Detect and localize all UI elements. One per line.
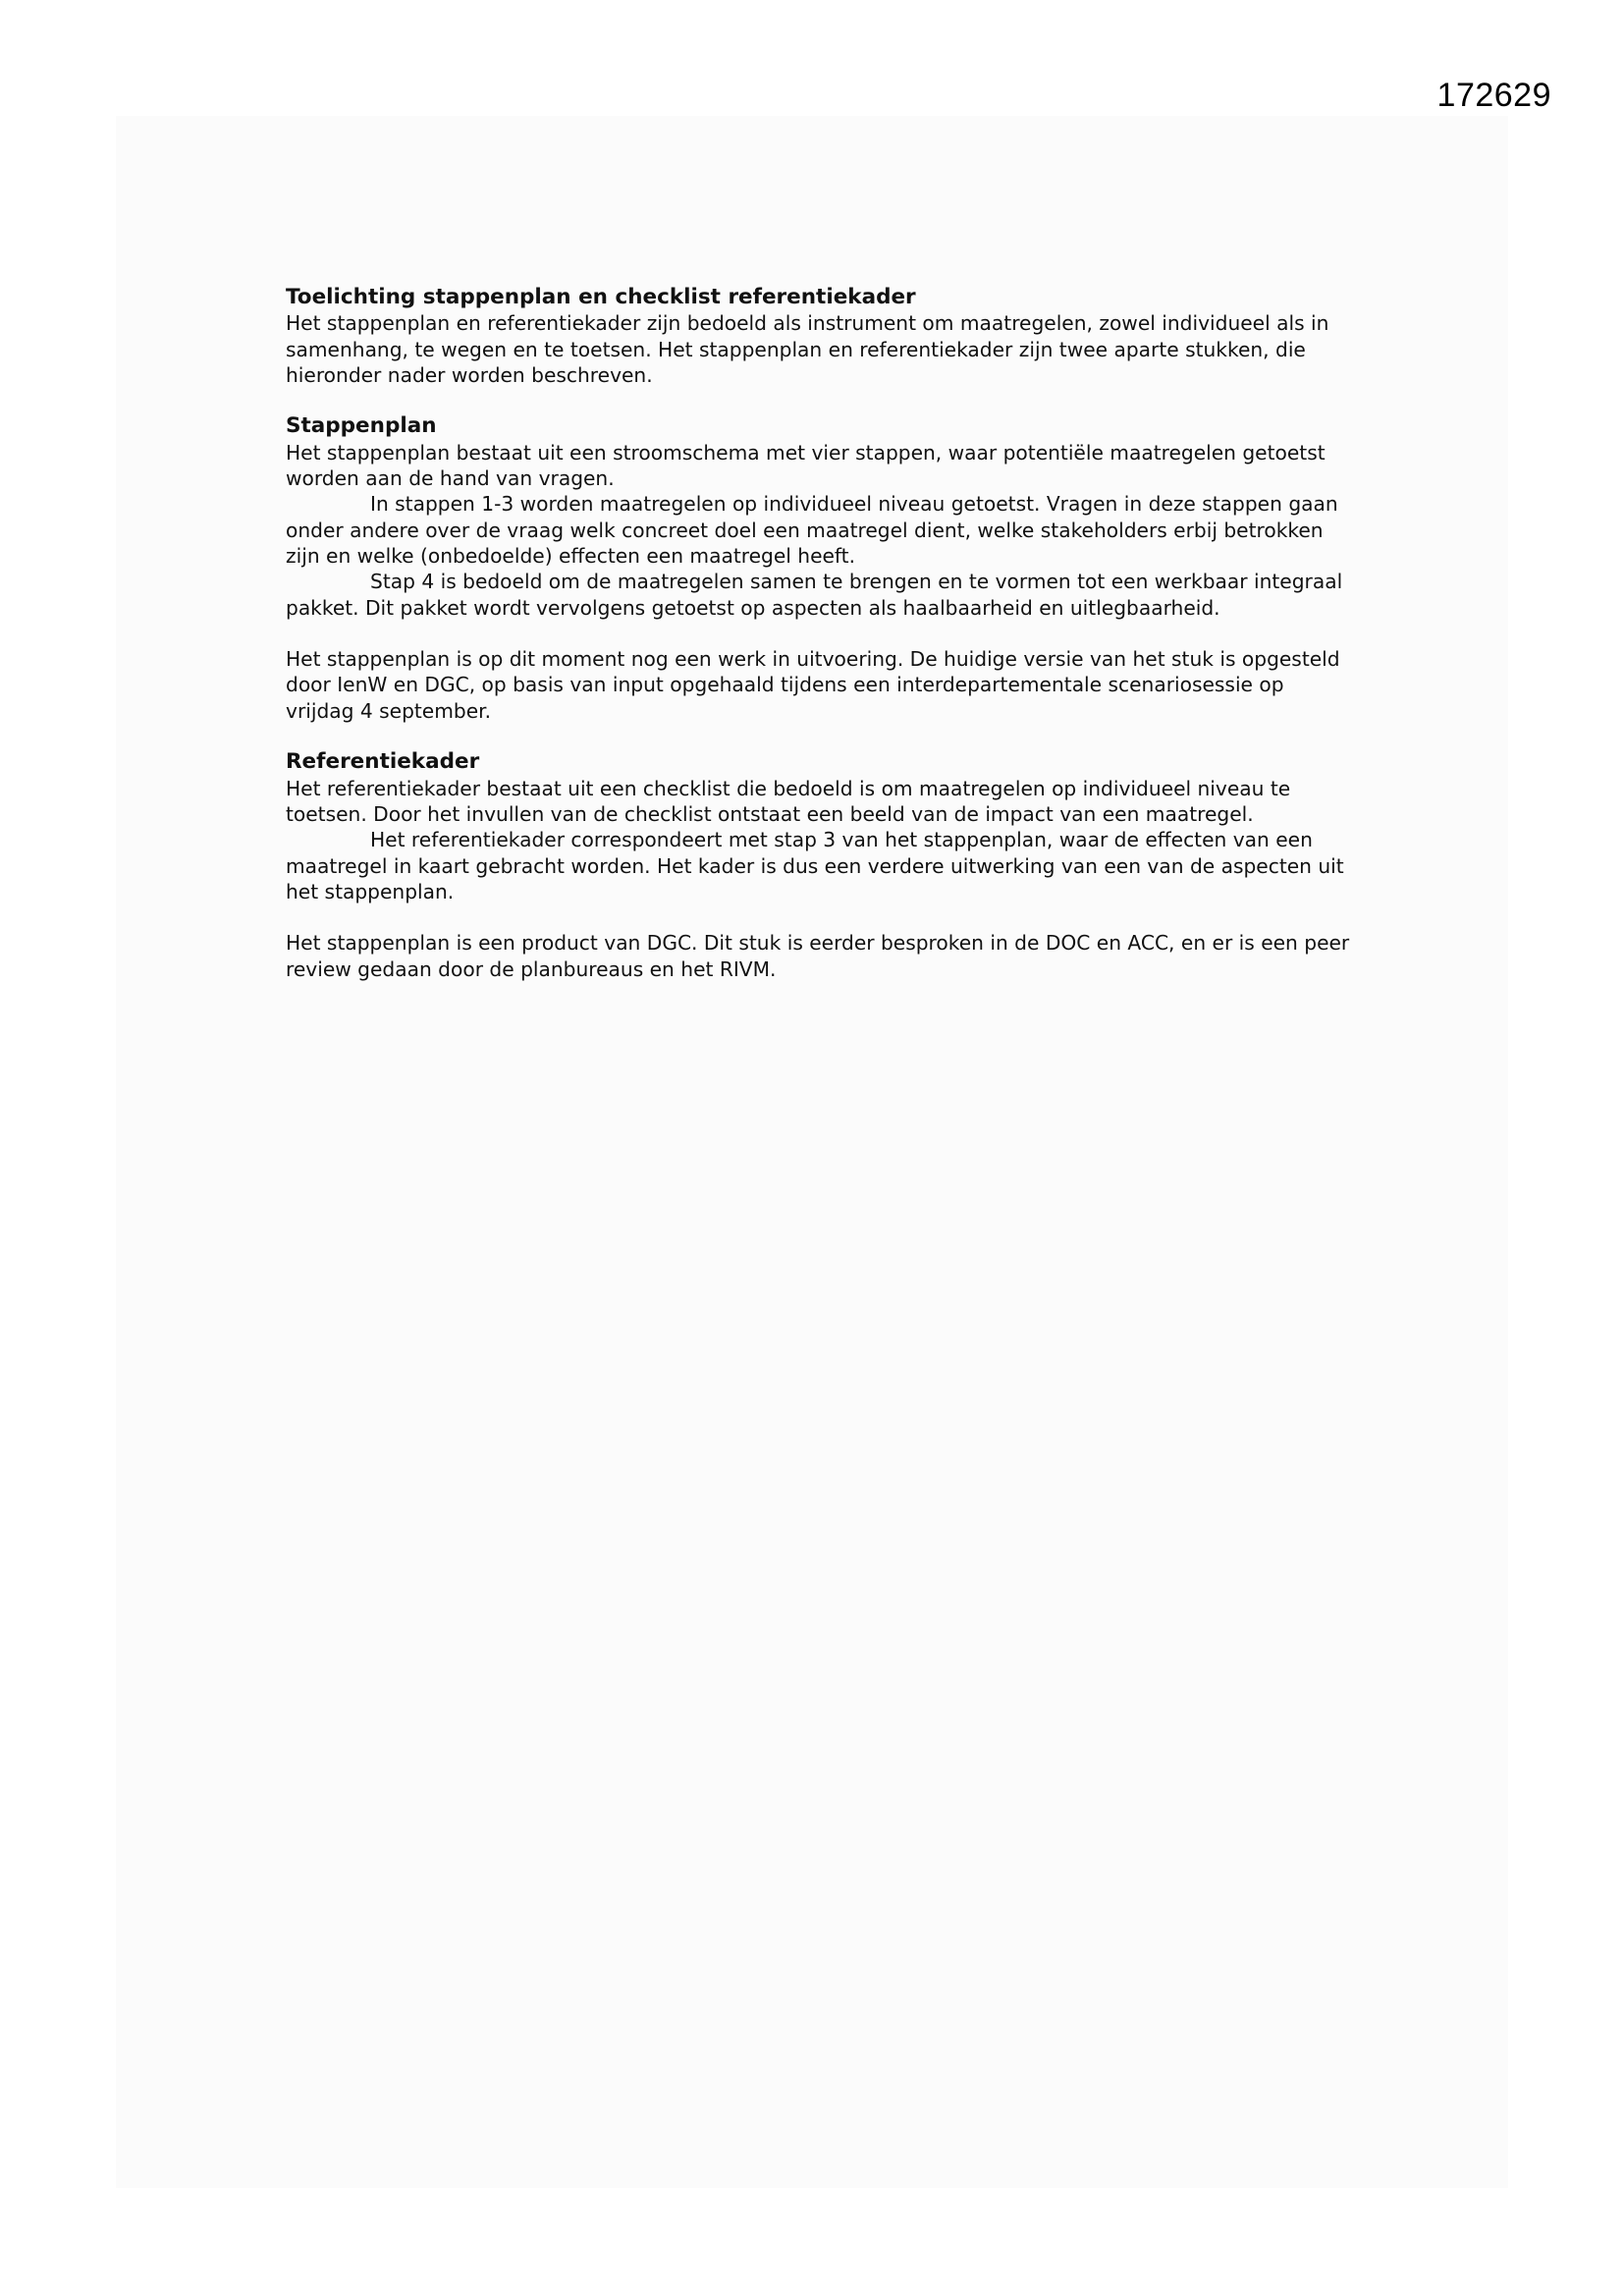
paragraph: Het referentiekader correspondeert met stap 3 van het stappenplan, waar de effecten van een maatregel in kaart gebracht worden. Het kader is dus een verdere uitwerking van een van de aspecten uit het stappenplan. <box>286 828 1344 903</box>
paragraph: Het stappenplan bestaat uit een stroomschema met vier stappen, waar potentiële maatregelen getoetst worden aan de hand van vragen. <box>286 440 1326 491</box>
paragraph: Het stappenplan is een product van DGC. Dit stuk is eerder besproken in de DOC en ACC, en er is een peer review gedaan door de planbureaus en het RIVM. <box>286 931 1350 981</box>
document-body <box>286 285 1356 1008</box>
document-number: 172629 <box>1436 77 1551 114</box>
paragraph: Stap 4 is bedoeld om de maatregelen samen te brengen en te vormen tot een werkbaar integraal pakket. Dit pakket wordt vervolgens getoetst op aspecten als haalbaarheid en uitlegbaarheid. <box>286 570 1343 620</box>
paragraph: Het stappenplan en referentiekader zijn bedoeld als instrument om maatregelen, zowel individueel als in samenhang, te wegen en te toetsen. Het stappenplan en referentiekader zijn twee aparte stukken, die hieronder nader worden beschreven. <box>286 311 1329 387</box>
section-heading: Toelichting stappenplan en checklist referentiekader <box>286 285 916 309</box>
section-referentiekader <box>286 749 1356 982</box>
section-stappenplan <box>286 413 1356 724</box>
paragraph: Het referentiekader bestaat uit een checklist die bedoeld is om maatregelen op individueel niveau te toetsen. Door het invullen van de checklist ontstaat een beeld van de impact van een maatregel. <box>286 776 1291 826</box>
section-heading: Referentiekader <box>286 749 480 775</box>
section-heading: Stappenplan <box>286 413 437 439</box>
section-toelichting <box>286 285 1356 388</box>
paragraph: In stappen 1-3 worden maatregelen op individueel niveau getoetst. Vragen in deze stappen gaan onder andere over de vraag welk concreet doel een maatregel dient, welke stakeholders erbij betrokken zijn en welke (onbedoelde) effecten een maatregel heeft. <box>286 492 1338 568</box>
paragraph: Het stappenplan is op dit moment nog een werk in uitvoering. De huidige versie van het stuk is opgesteld door IenW en DGC, op basis van input opgehaald tijdens een interdepartementale scenariosessie op vrijdag 4 september. <box>286 647 1340 723</box>
